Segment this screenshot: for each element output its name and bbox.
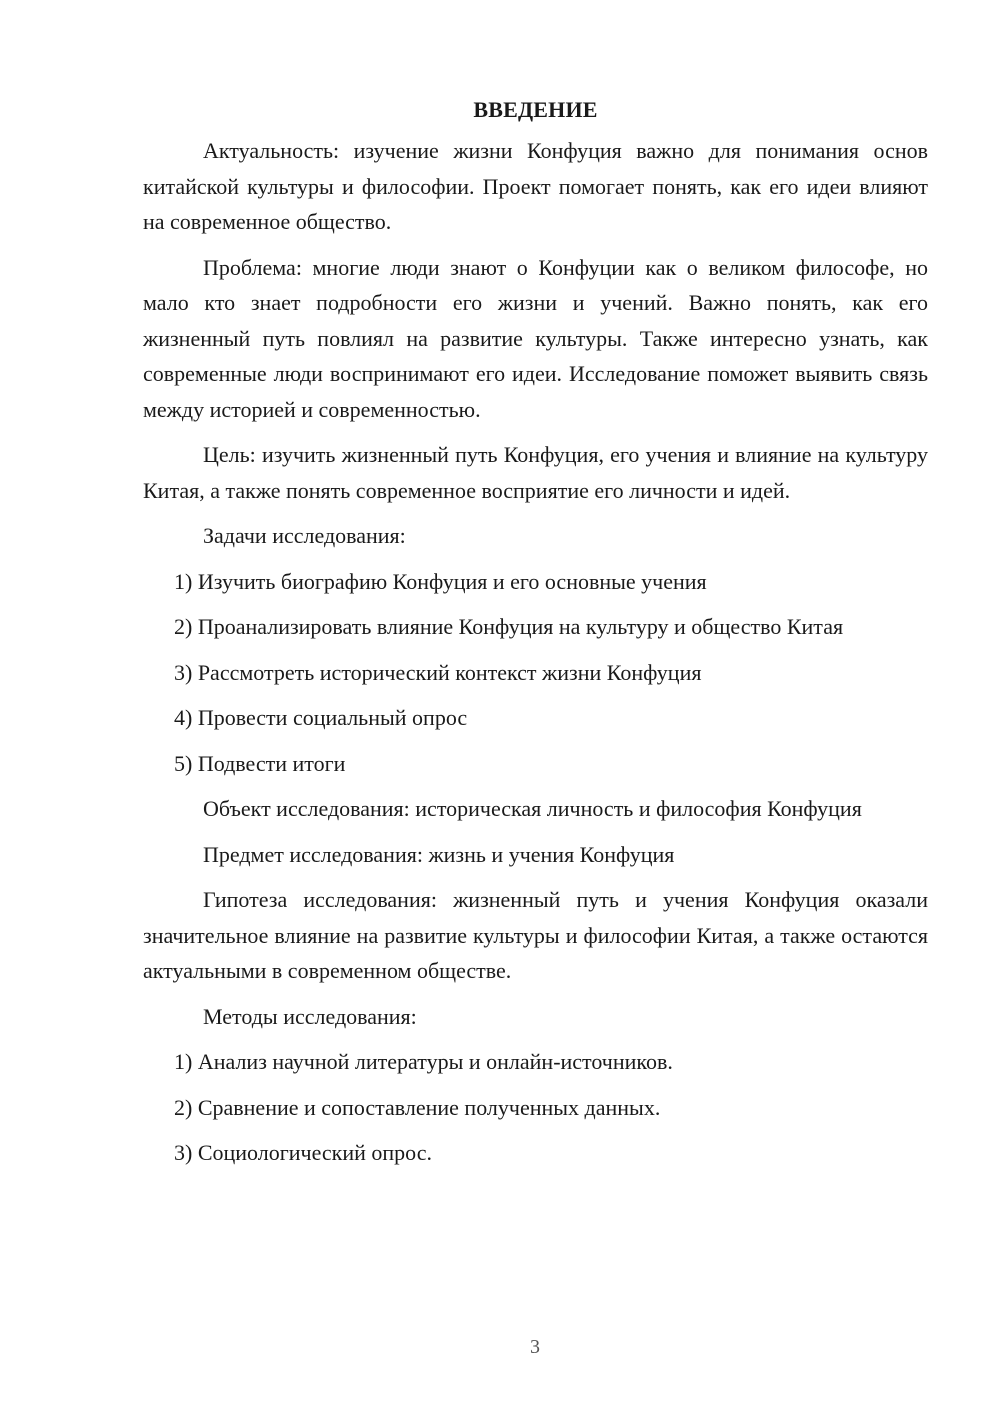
paragraph-hypothesis: Гипотеза исследования: жизненный путь и учения Конфуция оказали значительное влияние на развитие культуры и философии Китая, а также остаются актуальными в современном обществе. (143, 887, 928, 983)
task-item-1: 1) Изучить биографию Конфуция и его основные учения (174, 568, 707, 594)
paragraph-subject: Предмет исследования: жизнь и учения Конфуция (203, 841, 675, 867)
task-item-4: 4) Провести социальный опрос (174, 705, 468, 730)
paragraph-problem: Проблема: многие люди знают о Конфуции как о великом философе, но мало кто знает подробности его жизни и учений. Важно понять, как его жизненный путь повлиял на развитие культуры. Также интересно узнать, как современные люди воспринимают его идеи. Исследование поможет выявить связь между историей и современностью. (143, 254, 928, 422)
task-item-3: 3) Рассмотреть исторический контекст жизни Конфуция (174, 659, 702, 685)
paragraph-object: Объект исследования: историческая личность и философия Конфуция (203, 796, 862, 821)
paragraph-methods-title: Методы исследования: (203, 1003, 417, 1029)
paragraph-goal: Цель: изучить жизненный путь Конфуция, его учения и влияние на культуру Китая, а также понять современное восприятие его личности и идей. (143, 442, 928, 503)
method-item-1: 1) Анализ научной литературы и онлайн-источников. (174, 1049, 673, 1074)
method-item-2: 2) Сравнение и сопоставление полученных данных. (174, 1094, 661, 1120)
paragraph-tasks-title: Задачи исследования: (203, 523, 406, 548)
task-item-5: 5) Подвести итоги (174, 750, 346, 776)
page-number: 3 (530, 1336, 540, 1358)
task-item-2: 2) Проанализировать влияние Конфуция на культуру и общество Китая (174, 614, 844, 639)
paragraph-relevance: Актуальность: изучение жизни Конфуция важно для понимания основ китайской культуры и философии. Проект помогает понять, как его идеи влияют на современное общество. (143, 138, 928, 234)
section-heading: ВВЕДЕНИЕ (473, 97, 598, 122)
method-item-3: 3) Социологический опрос. (174, 1140, 432, 1165)
page-content (143, 92, 928, 1181)
